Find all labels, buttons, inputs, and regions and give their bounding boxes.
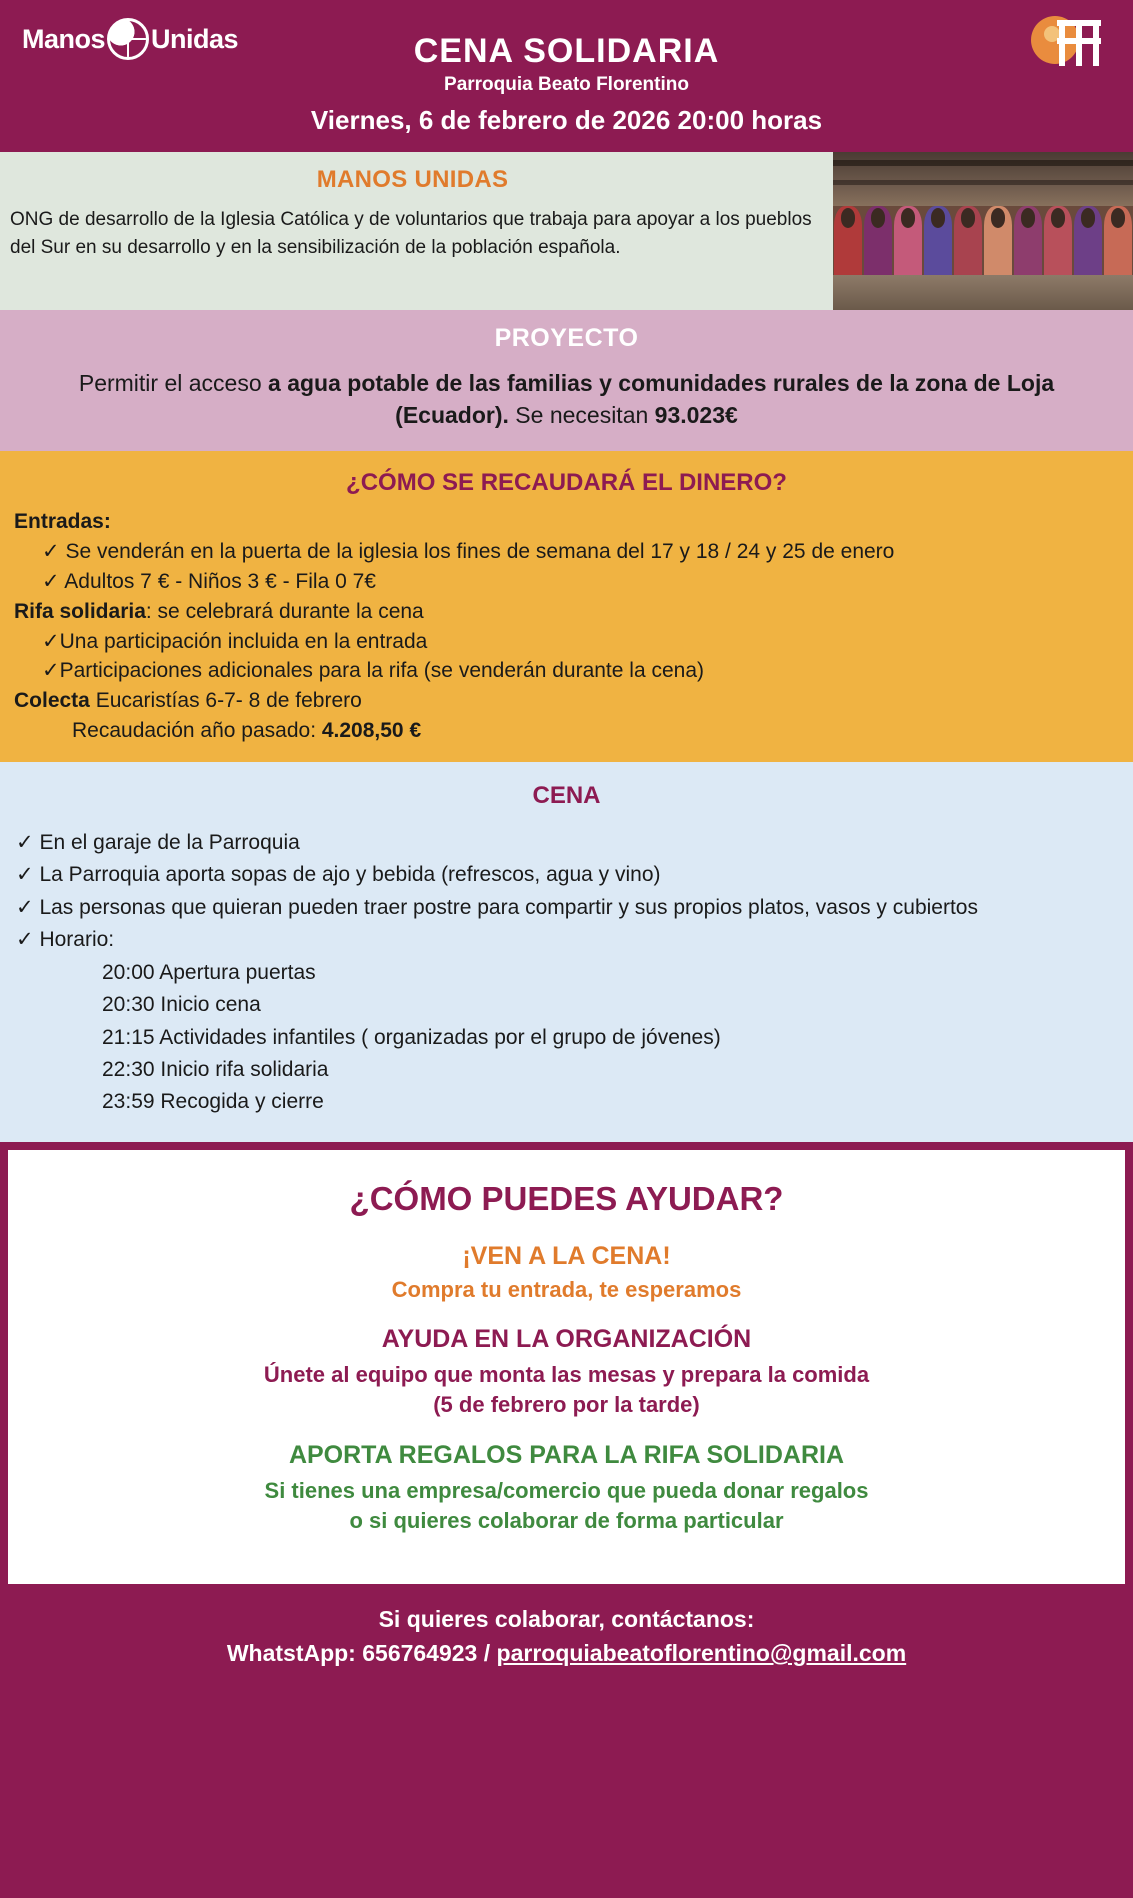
parish-name: Parroquia Beato Florentino — [444, 74, 689, 95]
contact-prompt: Si quieres colaborar, contáctanos: — [378, 1605, 755, 1632]
ayudar-group-subtitle-2: (5 de febrero por la tarde) — [433, 1391, 700, 1417]
ayudar-group-title: AYUDA EN LA ORGANIZACIÓN — [381, 1324, 752, 1353]
ayudar-group-cena — [28, 1242, 1105, 1303]
ayudar-group-subtitle-2: o si quieres colaborar de forma particular — [349, 1507, 784, 1533]
manos-unidas-text — [0, 152, 833, 310]
cena-schedule — [102, 958, 1119, 1118]
ayudar-section — [8, 1150, 1125, 1584]
rifa-line — [14, 597, 1119, 627]
list-item — [16, 860, 1119, 890]
recaudacion-section — [0, 451, 1133, 762]
ayudar-group-regalos — [28, 1441, 1105, 1535]
entradas-item-text: Adultos 7 € - Niños 3 € - Fila 0 7€ — [64, 570, 376, 593]
list-item — [16, 925, 1119, 955]
entradas-label: Entradas — [14, 510, 104, 534]
cena-heading: CENA — [532, 781, 601, 809]
list-item — [42, 567, 1119, 597]
contact-details — [18, 1636, 1115, 1671]
ayudar-heading: ¿CÓMO PUEDES AYUDAR? — [349, 1179, 784, 1217]
recaudacion-prev-amount: 4.208,50 € — [321, 719, 422, 743]
proyecto-text-mid: Se necesitan — [508, 402, 655, 429]
ayudar-group-subtitle: Si tienes una empresa/comercio que pueda donar regalos — [264, 1478, 869, 1504]
ayudar-group-title: ¡VEN A LA CENA! — [462, 1241, 671, 1270]
check-icon: ✓ — [42, 540, 60, 564]
cena-item-text: En el garaje de la Parroquia — [39, 830, 300, 854]
page-title: CENA SOLIDARIA — [413, 32, 720, 70]
list-item — [16, 893, 1119, 923]
list-item — [16, 828, 1119, 858]
schedule-row: 23:59 Recogida y cierre — [102, 1090, 324, 1114]
manos-unidas-heading: MANOS UNIDAS — [316, 166, 509, 193]
rifa-label: Rifa solidaria — [14, 599, 146, 623]
ayudar-group-subtitle: Compra tu entrada, te esperamos — [391, 1276, 742, 1302]
cena-item-text: Horario: — [39, 928, 115, 952]
manos-unidas-section — [0, 152, 1133, 310]
parish-emblem-icon — [1031, 12, 1103, 74]
list-item — [42, 537, 1119, 567]
cena-section — [0, 762, 1133, 1142]
recaudacion-previous-year — [72, 716, 1119, 746]
check-icon: ✓ — [16, 895, 34, 919]
proyecto-text-bold: a agua potable de las familias y comunidades rurales de la zona de Loja (Ecuador). — [268, 370, 1055, 429]
whatsapp-number: WhatstApp: 656764923 / — [226, 1640, 497, 1667]
list-item — [42, 627, 1119, 657]
schedule-row: 22:30 Inicio rifa solidaria — [102, 1057, 329, 1081]
check-icon: ✓ — [42, 659, 60, 683]
entradas-item-text: Se venderán en la puerta de la iglesia los fines de semana del 17 y 18 / 24 y 25 de enero — [65, 540, 895, 564]
check-icon: ✓ — [42, 629, 60, 653]
proyecto-heading: PROYECTO — [494, 324, 639, 352]
cena-item-text: Las personas que quieran pueden traer postre para compartir y sus propios platos, vasos y cubiertos — [39, 895, 978, 919]
group-photo — [833, 152, 1133, 310]
proyecto-section — [0, 310, 1133, 451]
colecta-line — [14, 686, 1119, 716]
colecta-text: Eucaristías 6-7- 8 de febrero — [89, 689, 362, 713]
check-icon: ✓ — [16, 863, 34, 887]
bridge-icon — [1057, 20, 1101, 66]
recaudacion-body — [14, 507, 1119, 746]
globe-icon — [107, 18, 149, 60]
manos-unidas-description: ONG de desarrollo de la Iglesia Católica y de voluntarios que trabaja para apoyar a los pueblos del Sur en su desarrollo y en la sensibilización de la población española. — [10, 209, 812, 258]
entradas-line: Entradas: — [14, 510, 111, 534]
colecta-label: Colecta — [14, 689, 90, 713]
proyecto-text-start: Permitir el acceso — [78, 370, 269, 396]
schedule-row: 20:00 Apertura puertas — [102, 960, 316, 984]
proyecto-description — [26, 367, 1107, 431]
recaudacion-heading: ¿CÓMO SE RECAUDARÁ EL DINERO? — [346, 469, 787, 497]
rifa-text: : se celebrará durante la cena — [145, 599, 424, 623]
proyecto-amount: 93.023€ — [654, 402, 738, 429]
recaudacion-prev-label: Recaudación año pasado: — [72, 719, 322, 743]
list-item — [42, 656, 1119, 686]
contact-email-link[interactable]: parroquiabeatoflorentino@gmail.com — [496, 1640, 907, 1667]
ayudar-group-organizacion — [28, 1325, 1105, 1419]
contact-footer — [8, 1584, 1125, 1693]
ayudar-group-subtitle: Únete al equipo que monta las mesas y prepara la comida — [263, 1361, 870, 1387]
rifa-item-text: Participaciones adicionales para la rifa (se venderán durante la cena) — [59, 659, 704, 683]
check-icon: ✓ — [16, 928, 34, 952]
ayudar-group-title: APORTA REGALOS PARA LA RIFA SOLIDARIA — [288, 1441, 845, 1470]
check-icon: ✓ — [42, 570, 60, 593]
logo-text-manos: Manos — [22, 23, 106, 54]
logo-text-unidas: Unidas — [151, 23, 239, 54]
event-date: Viernes, 6 de febrero de 2026 20:00 horas — [310, 105, 823, 135]
schedule-row: 20:30 Inicio cena — [102, 993, 261, 1017]
schedule-row: 21:15 Actividades infantiles ( organizadas por el grupo de jóvenes) — [102, 1025, 721, 1049]
poster-header — [0, 0, 1133, 152]
ayudar-section-wrapper — [0, 1142, 1133, 1898]
check-icon: ✓ — [16, 830, 34, 854]
manos-unidas-logo — [22, 18, 238, 60]
cena-item-text: La Parroquia aporta sopas de ajo y bebida (refrescos, agua y vino) — [39, 863, 661, 887]
rifa-item-text: Una participación incluida en la entrada — [59, 629, 428, 653]
cena-body — [14, 828, 1119, 1118]
